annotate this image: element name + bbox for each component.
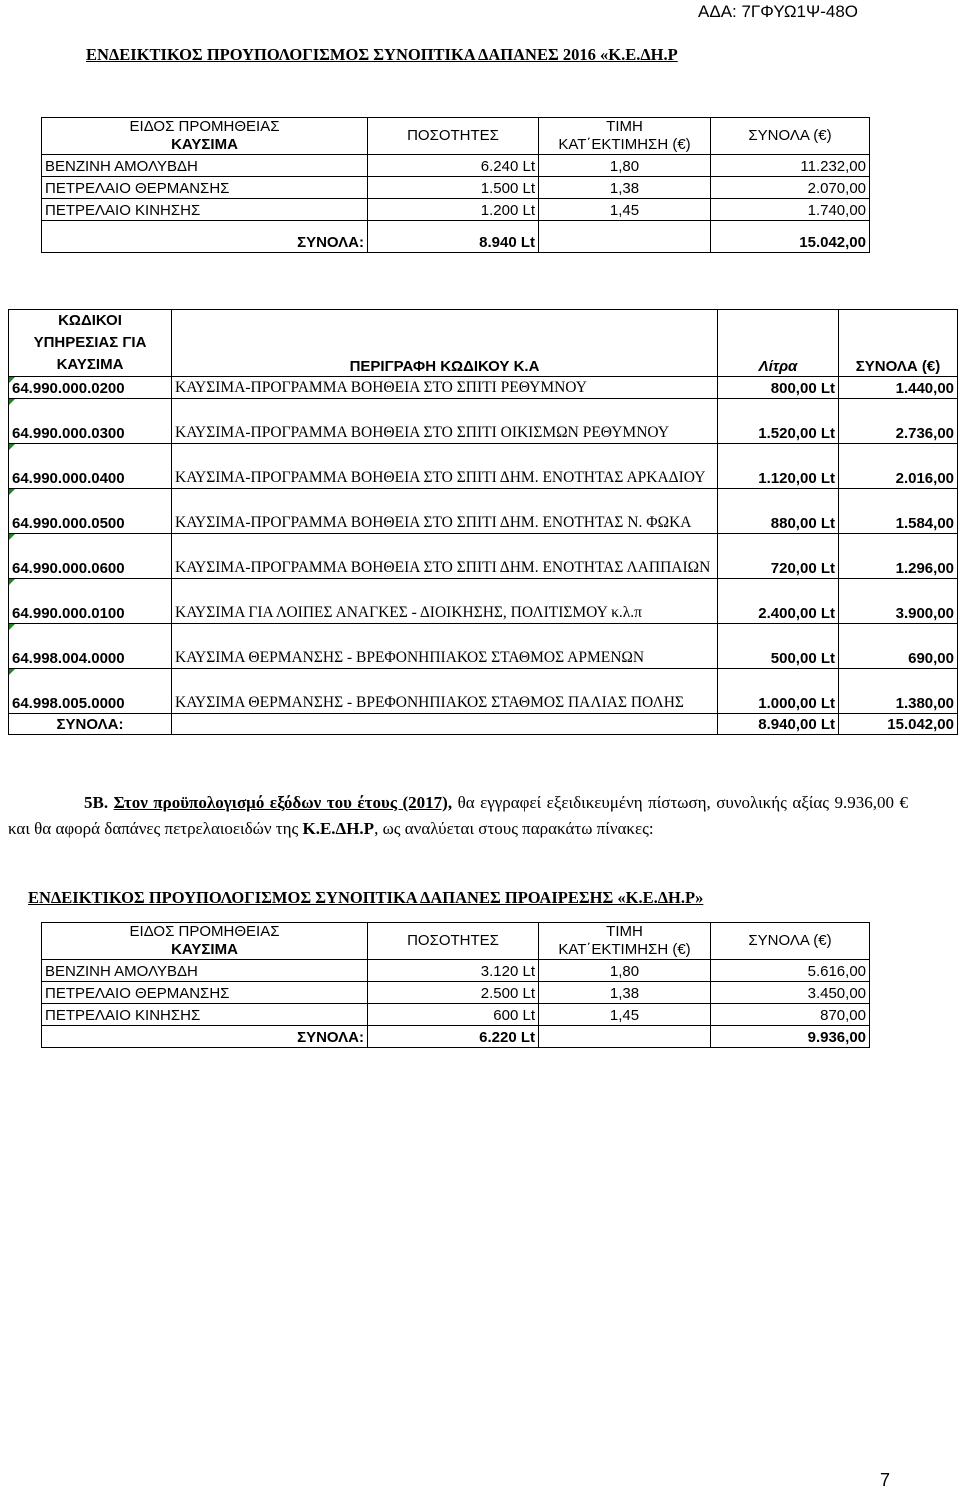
cell-description: ΚΑΥΣΙΜΑ ΘΕΡΜΑΝΣΗΣ - ΒΡΕΦΟΝΗΠΙΑΚΟΣ ΣΤΑΘΜΟΣ ΠΑΛΙΑΣ ΠΟΛΗΣ xyxy=(172,669,718,714)
cell-quantity: 600 Lt xyxy=(368,1004,539,1026)
header-price-sub: ΚΑΤ΄ΕΚΤΙΜΗΣΗ (€) xyxy=(539,941,711,960)
cell-quantity: 1.200 Lt xyxy=(368,199,539,221)
header-type: ΕΙΔΟΣ ΠΡΟΜΗΘΕΙΑΣ xyxy=(42,923,368,942)
totals-quantity: 8.940 Lt xyxy=(368,221,539,253)
paragraph-text-a: θα εγγραφεί εξειδικευμένη πίστωση, συνολικής αξίας 9.936,00 € και θα αφορά δαπάνες πετρελαιοειδών της xyxy=(8,793,908,838)
header-litres: Λίτρα xyxy=(718,310,839,377)
table-row xyxy=(9,534,958,579)
page-number: 7 xyxy=(880,1470,891,1490)
totals-total: 9.936,00 xyxy=(711,1026,870,1048)
table1-title: ΕΝΔΕΙΚΤΙΚΟΣ ΠΡΟΥΠΟΛΟΓΙΣΜΟΣ ΣΥΝΟΠΤΙΚΑ ΔΑΠΑΝΕΣ 2016 «Κ.Ε.ΔΗ.Ρ xyxy=(86,45,678,64)
fuel-summary-table-2016 xyxy=(41,117,870,253)
cell-total: 2.070,00 xyxy=(711,177,870,199)
header-total: ΣΥΝΟΛΑ (€) xyxy=(839,310,958,377)
cell-litres: 500,00 Lt xyxy=(718,624,839,669)
header-price: ΤΙΜΗ xyxy=(539,923,711,942)
totals-price-empty xyxy=(539,1026,711,1048)
table-row xyxy=(9,579,958,624)
cell-type: ΠΕΤΡΕΛΑΙΟ ΚΙΝΗΣΗΣ xyxy=(42,1004,368,1026)
table-row xyxy=(42,960,870,982)
header-type-sub: ΚΑΥΣΙΜΑ xyxy=(42,941,368,960)
totals-row xyxy=(42,221,870,253)
cell-description: ΚΑΥΣΙΜΑ-ΠΡΟΓΡΑΜΜΑ ΒΟΗΘΕΙΑ ΣΤΟ ΣΠΙΤΙ ΔΗΜ. ΕΝΟΤΗΤΑΣ ΛΑΠΠΑΙΩΝ xyxy=(172,534,718,579)
cell-total: 870,00 xyxy=(711,1004,870,1026)
totals-total: 15.042,00 xyxy=(711,221,870,253)
cell-total: 1.380,00 xyxy=(839,669,958,714)
paragraph-number: 5Β. xyxy=(84,793,109,812)
cell-code: 64.990.000.0300 xyxy=(9,399,172,444)
fuel-codes-table xyxy=(8,309,958,735)
cell-price: 1,38 xyxy=(539,177,711,199)
table-row xyxy=(9,377,958,399)
cell-quantity: 2.500 Lt xyxy=(368,982,539,1004)
table-row xyxy=(42,1004,870,1026)
cell-litres: 2.400,00 Lt xyxy=(718,579,839,624)
ada-code: ΑΔΑ: 7ΓΦΥΩ1Ψ-48Ο xyxy=(698,2,858,21)
cell-price: 1,45 xyxy=(539,199,711,221)
totals-row xyxy=(9,714,958,735)
cell-type: ΠΕΤΡΕΛΑΙΟ ΚΙΝΗΣΗΣ xyxy=(42,199,368,221)
cell-total: 3.450,00 xyxy=(711,982,870,1004)
totals-litres: 8.940,00 Lt xyxy=(718,714,839,735)
table-row xyxy=(9,669,958,714)
cell-total: 2.016,00 xyxy=(839,444,958,489)
table3-title: ΕΝΔΕΙΚΤΙΚΟΣ ΠΡΟΥΠΟΛΟΓΙΣΜΟΣ ΣΥΝΟΠΤΙΚΑ ΔΑΠΑΝΕΣ ΠΡΟΑΙΡΕΣΗΣ «Κ.Ε.ΔΗ.Ρ» xyxy=(28,888,704,907)
totals-total: 15.042,00 xyxy=(839,714,958,735)
totals-price-empty xyxy=(539,221,711,253)
cell-quantity: 3.120 Lt xyxy=(368,960,539,982)
cell-type: ΠΕΤΡΕΛΑΙΟ ΘΕΡΜΑΝΣΗΣ xyxy=(42,982,368,1004)
table-row xyxy=(42,982,870,1004)
cell-description: ΚΑΥΣΙΜΑ-ΠΡΟΓΡΑΜΜΑ ΒΟΗΘΕΙΑ ΣΤΟ ΣΠΙΤΙ ΟΙΚΙΣΜΩΝ ΡΕΘΥΜΝΟΥ xyxy=(172,399,718,444)
header-price-sub: ΚΑΤ΄ΕΚΤΙΜΗΣΗ (€) xyxy=(539,136,711,155)
paragraph-underlined: Στον προϋπολογισμό εξόδων του έτους (2017), xyxy=(113,793,453,812)
cell-litres: 1.000,00 Lt xyxy=(718,669,839,714)
cell-total: 5.616,00 xyxy=(711,960,870,982)
fuel-summary-table-2017 xyxy=(41,922,870,1048)
cell-litres: 1.520,00 Lt xyxy=(718,399,839,444)
cell-total: 1.296,00 xyxy=(839,534,958,579)
header-quantity: ΠΟΣΟΤΗΤΕΣ xyxy=(368,118,539,155)
header-code-line3: ΚΑΥΣΙΜΑ xyxy=(56,356,124,373)
paragraph-org: Κ.Ε.ΔΗ.Ρ xyxy=(302,819,375,838)
header-total: ΣΥΝΟΛΑ (€) xyxy=(711,923,870,960)
totals-quantity: 6.220 Lt xyxy=(368,1026,539,1048)
header-code xyxy=(9,310,172,377)
cell-total: 1.440,00 xyxy=(839,377,958,399)
header-type-sub: ΚΑΥΣΙΜΑ xyxy=(42,136,368,155)
cell-code: 64.990.000.0200 xyxy=(9,377,172,399)
cell-total: 2.736,00 xyxy=(839,399,958,444)
totals-label: ΣΥΝΟΛΑ: xyxy=(42,1026,368,1048)
cell-code: 64.990.000.0600 xyxy=(9,534,172,579)
cell-price: 1,80 xyxy=(539,155,711,177)
totals-label: ΣΥΝΟΛΑ: xyxy=(42,221,368,253)
cell-price: 1,80 xyxy=(539,960,711,982)
cell-description: ΚΑΥΣΙΜΑ ΘΕΡΜΑΝΣΗΣ - ΒΡΕΦΟΝΗΠΙΑΚΟΣ ΣΤΑΘΜΟΣ ΑΡΜΕΝΩΝ xyxy=(172,624,718,669)
paragraph-text-b: , ως αναλύεται στους παρακάτω πίνακες: xyxy=(374,819,654,838)
table-row xyxy=(9,489,958,534)
table-row xyxy=(42,155,870,177)
cell-total: 690,00 xyxy=(839,624,958,669)
cell-litres: 880,00 Lt xyxy=(718,489,839,534)
cell-description: ΚΑΥΣΙΜΑ-ΠΡΟΓΡΑΜΜΑ ΒΟΗΘΕΙΑ ΣΤΟ ΣΠΙΤΙ ΡΕΘΥΜΝΟΥ xyxy=(172,377,718,399)
cell-quantity: 6.240 Lt xyxy=(368,155,539,177)
totals-label: ΣΥΝΟΛΑ: xyxy=(9,714,172,735)
table-row xyxy=(9,624,958,669)
header-total: ΣΥΝΟΛΑ (€) xyxy=(711,118,870,155)
header-description: ΠΕΡΙΓΡΑΦΗ ΚΩΔΙΚΟΥ Κ.Α xyxy=(172,310,718,377)
cell-description: ΚΑΥΣΙΜΑ-ΠΡΟΓΡΑΜΜΑ ΒΟΗΘΕΙΑ ΣΤΟ ΣΠΙΤΙ ΔΗΜ. ΕΝΟΤΗΤΑΣ Ν. ΦΩΚΑ xyxy=(172,489,718,534)
table-row xyxy=(9,399,958,444)
cell-description: ΚΑΥΣΙΜΑ ΓΙΑ ΛΟΙΠΕΣ ΑΝΑΓΚΕΣ - ΔΙΟΙΚΗΣΗΣ, ΠΟΛΙΤΙΣΜΟΥ κ.λ.π xyxy=(172,579,718,624)
totals-description-empty xyxy=(172,714,718,735)
cell-code: 64.998.004.0000 xyxy=(9,624,172,669)
cell-code: 64.990.000.0400 xyxy=(9,444,172,489)
cell-code: 64.990.000.0100 xyxy=(9,579,172,624)
header-price: ΤΙΜΗ xyxy=(539,118,711,137)
cell-total: 11.232,00 xyxy=(711,155,870,177)
cell-price: 1,45 xyxy=(539,1004,711,1026)
cell-quantity: 1.500 Lt xyxy=(368,177,539,199)
header-type: ΕΙΔΟΣ ΠΡΟΜΗΘΕΙΑΣ xyxy=(42,118,368,137)
cell-code: 64.990.000.0500 xyxy=(9,489,172,534)
table-row xyxy=(42,177,870,199)
table-header-row xyxy=(42,118,870,137)
cell-description: ΚΑΥΣΙΜΑ-ΠΡΟΓΡΑΜΜΑ ΒΟΗΘΕΙΑ ΣΤΟ ΣΠΙΤΙ ΔΗΜ. ΕΝΟΤΗΤΑΣ ΑΡΚΑΔΙΟΥ xyxy=(172,444,718,489)
cell-code: 64.998.005.0000 xyxy=(9,669,172,714)
header-code-line1: ΚΩΔΙΚΟΙ xyxy=(58,312,122,329)
header-code-line2: ΥΠΗΡΕΣΙΑΣ ΓΙΑ xyxy=(33,334,147,351)
cell-total: 1.584,00 xyxy=(839,489,958,534)
table-row xyxy=(42,199,870,221)
cell-price: 1,38 xyxy=(539,982,711,1004)
cell-type: ΒΕΝΖΙΝΗ ΑΜΟΛΥΒΔΗ xyxy=(42,960,368,982)
cell-litres: 1.120,00 Lt xyxy=(718,444,839,489)
cell-litres: 800,00 Lt xyxy=(718,377,839,399)
cell-litres: 720,00 Lt xyxy=(718,534,839,579)
totals-row xyxy=(42,1026,870,1048)
budget-paragraph xyxy=(8,790,908,842)
cell-type: ΒΕΝΖΙΝΗ ΑΜΟΛΥΒΔΗ xyxy=(42,155,368,177)
cell-total: 1.740,00 xyxy=(711,199,870,221)
table-row xyxy=(9,444,958,489)
cell-type: ΠΕΤΡΕΛΑΙΟ ΘΕΡΜΑΝΣΗΣ xyxy=(42,177,368,199)
cell-total: 3.900,00 xyxy=(839,579,958,624)
header-quantity: ΠΟΣΟΤΗΤΕΣ xyxy=(368,923,539,960)
table-header-row xyxy=(42,923,870,942)
table-header-row xyxy=(9,310,958,377)
